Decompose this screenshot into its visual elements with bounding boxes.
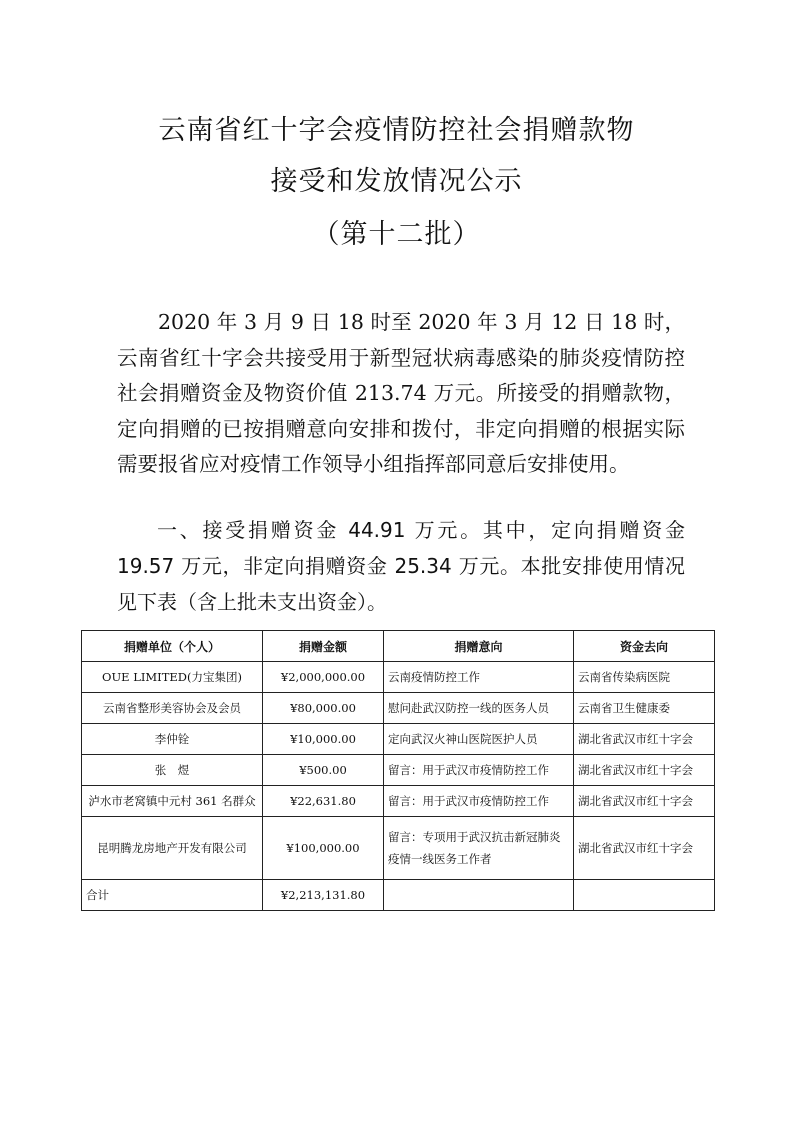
table-total-row [82,880,715,911]
amount-cell: ¥10,000.00 [263,724,384,755]
table-row [82,817,715,880]
intent-cell: 留言：用于武汉市疫情防控工作 [384,786,574,817]
donor-cell: 云南省整形美容协会及会员 [82,693,263,724]
amount-cell: ¥80,000.00 [263,693,384,724]
destination-cell: 云南省卫生健康委 [574,693,715,724]
table-row [82,724,715,755]
donor-cell: 张 煜 [82,755,263,786]
amount-cell: ¥500.00 [263,755,384,786]
table-row [82,662,715,693]
donation-table [81,630,715,911]
total-intent-cell [384,880,574,911]
destination-cell: 湖北省武汉市红十字会 [574,786,715,817]
table-header-row [82,631,715,662]
header-amount: 捐赠金额 [263,631,384,662]
header-destination: 资金去向 [574,631,715,662]
document-title-line-1: 云南省红十字会疫情防控社会捐赠款物 [158,115,635,146]
total-destination-cell [574,880,715,911]
destination-cell: 湖北省武汉市红十字会 [574,817,715,880]
document-title-line-2: 接受和发放情况公示 [270,166,523,197]
document-title-batch: （第十二批） [312,219,481,250]
destination-cell: 湖北省武汉市红十字会 [574,724,715,755]
table-row [82,786,715,817]
intent-cell: 云南疫情防控工作 [384,662,574,693]
donor-cell: 泸水市老窝镇中元村 361 名群众 [82,786,263,817]
donor-cell: 昆明腾龙房地产开发有限公司 [82,817,263,880]
header-donor: 捐赠单位（个人） [82,631,263,662]
total-amount-cell: ¥2,213,131.80 [263,880,384,911]
destination-cell: 云南省传染病医院 [574,662,715,693]
section-1-paragraph: 一、接受捐赠资金 44.91 万元。其中，定向捐赠资金 19.57 万元，非定向捐赠资金 25.34 万元。本批安排使用情况见下表（含上批未支出资金）。 [117,518,685,614]
intent-cell: 留言：专项用于武汉抗击新冠肺炎疫情一线医务工作者 [384,817,574,880]
donor-cell: 李仲铨 [82,724,263,755]
intro-paragraph: 2020 年 3 月 9 日 18 时至 2020 年 3 月 12 日 18 时，云南省红十字会共接受用于新型冠状病毒感染的肺炎疫情防控社会捐赠资金及物资价值 213.74 万元。所接受的捐赠款物，定向捐赠的已按捐赠意向安排和拨付，非定向捐赠的根据实际需要报省应对疫情工作领导小组指挥部同意后安排使用。 [117,310,685,477]
total-label-cell: 合计 [82,880,263,911]
amount-cell: ¥2,000,000.00 [263,662,384,693]
donor-cell: OUE LIMITED(力宝集团) [82,662,263,693]
intent-cell: 留言：用于武汉市疫情防控工作 [384,755,574,786]
amount-cell: ¥100,000.00 [263,817,384,880]
intent-cell: 慰问赴武汉防控一线的医务人员 [384,693,574,724]
header-intent: 捐赠意向 [384,631,574,662]
intent-cell: 定向武汉火神山医院医护人员 [384,724,574,755]
table-row [82,693,715,724]
table-row [82,755,715,786]
destination-cell: 湖北省武汉市红十字会 [574,755,715,786]
amount-cell: ¥22,631.80 [263,786,384,817]
